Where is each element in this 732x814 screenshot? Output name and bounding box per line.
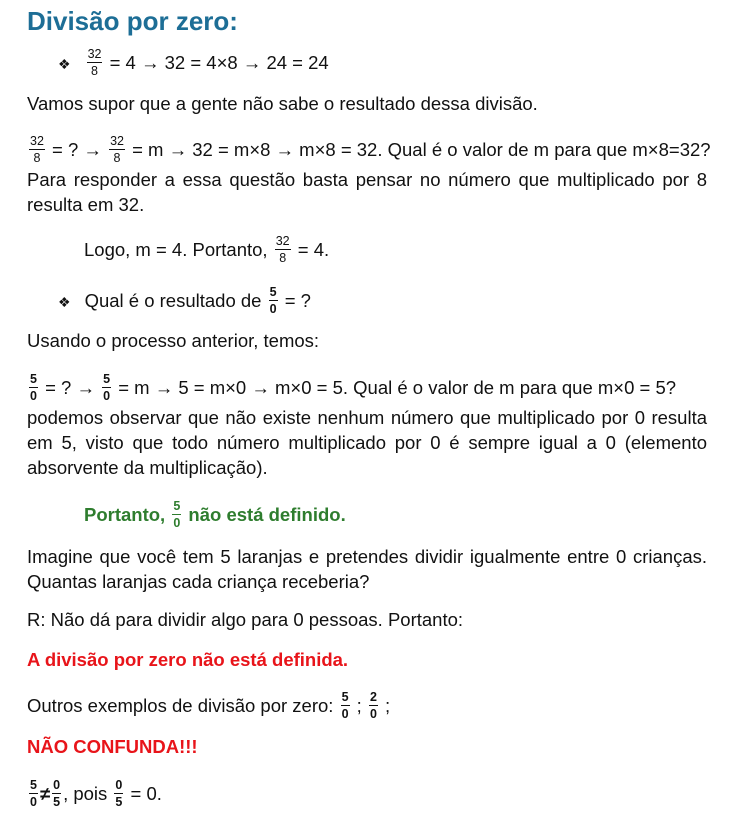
example-line-32-8	[58, 49, 329, 79]
others-line: Outros exemplos de divisão por zero: $\frac{5}{0}$ ; $\frac{2}{0}$ ;	[27, 690, 391, 721]
fraction-5-0: $\frac{5}{0}$	[173, 499, 181, 530]
imagine-paragraph: Imagine que você tem 5 laranjas e pretendes dividir igualmente entre 0 crianças. Quantas laranjas cada criança receberia?	[27, 546, 707, 592]
fraction-5-0-b: $\frac{5}{0}$	[103, 372, 111, 403]
explanation-paragraph-2: podemos observar que não existe nenhum número que multiplicado por 0 resulta em 5, visto que todo número multiplicado por 0 é sempre igual a 0 (elemento absorvente da multiplicação).	[27, 407, 707, 478]
final-line: $\frac{5}{0}$ ≠ $\frac{0}{5}$ , pois $\frac{0}{5}$ = 0.	[30, 778, 162, 809]
conclusion-line: Portanto, $\frac{5}{0}$ não está definido.	[84, 499, 346, 530]
red-statement: A divisão por zero não está definida.	[27, 649, 349, 670]
intro-text: Vamos supor que a gente não sabe o resultado dessa divisão.	[27, 93, 538, 114]
fraction-5-0: $\frac{5}{0}$	[269, 285, 277, 316]
logo-line: Logo, m = 4. Portanto, $\frac{32}{8}$ = 4.	[84, 234, 330, 265]
warning-text: NÃO CONFUNDA!!!	[27, 736, 198, 757]
fraction-2-0: $\frac{2}{0}$	[369, 690, 377, 721]
diamond-bullet-icon: ❖	[58, 293, 71, 310]
fraction-5-0: $\frac{5}{0}$	[30, 778, 37, 809]
example-line-5-0: ❖ Qual é o resultado de $\frac{5}{0}$ = ?	[58, 285, 311, 316]
fraction-5-0: $\frac{5}{0}$	[341, 690, 349, 721]
fraction-0-5: $\frac{0}{5}$	[53, 778, 61, 809]
not-equal-sign: ≠	[39, 782, 51, 804]
fraction-5-0: $\frac{5}{0}$	[30, 372, 37, 403]
fraction-0-5-b: $\frac{0}{5}$	[115, 778, 123, 809]
answer-text: R: Não dá para dividir algo para 0 pessoas. Portanto:	[27, 609, 464, 630]
explanation-paragraph-1: Para responder a essa questão basta pensar no número que multiplicado por 8 resulta em 32.	[27, 169, 707, 215]
fraction-32-8: $\frac{32}{8}$	[87, 47, 102, 78]
fraction-32-8: $\frac{32}{8}$	[30, 134, 44, 165]
diamond-bullet-icon: ❖	[58, 55, 71, 72]
question-line-1: $\frac{32}{8}$ = ? → $\frac{32}{8}$ = m → 32 = m×8 → m×8 = 32. Qual é o valor de m para que m×8=32?	[30, 134, 711, 165]
fraction-32-8-b: $\frac{32}{8}$	[110, 134, 124, 165]
fraction-32-8: $\frac{32}{8}$	[275, 234, 290, 265]
example-text: = 4 → 32 = 4×8 → 24 = 24	[104, 51, 329, 73]
page-title: Divisão por zero:	[27, 6, 238, 36]
usando-text: Usando o processo anterior, temos:	[27, 330, 320, 351]
question-line-2: $\frac{5}{0}$ = ? → $\frac{5}{0}$ = m → 5 = m×0 → m×0 = 5. Qual é o valor de m para que m×0 = 5?	[30, 372, 677, 403]
